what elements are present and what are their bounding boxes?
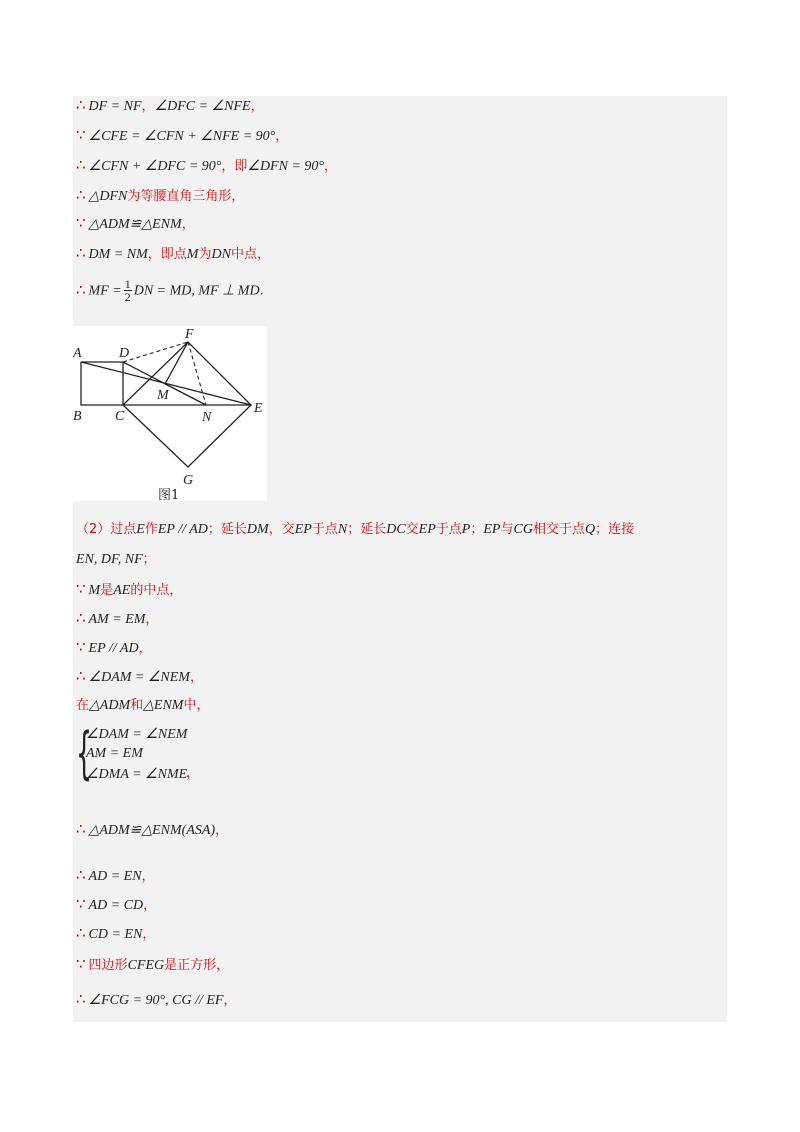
fraction-half: $\frac{1}{2}$ <box>124 277 131 304</box>
label-e: E <box>254 401 263 416</box>
therefore-symbol: ∴ <box>76 96 86 114</box>
line-mf <box>165 342 188 384</box>
label-g: G <box>183 473 194 488</box>
proof-line-2: ∵ ∠CFE = ∠CFN + ∠NFE = 90°， <box>76 126 289 144</box>
part2-line-5: 在△ADM和△ENM中， <box>76 698 210 713</box>
therefore-symbol: ∴ <box>76 820 86 838</box>
proof-line-6: ∴ DM = NM，即点M为DN中点， <box>76 244 270 262</box>
proof-line-5: ∵ △ADM≌△ENM， <box>76 214 195 232</box>
label-c: C <box>115 409 125 424</box>
part2-line-9: ∴ CD = EN， <box>76 924 156 942</box>
therefore-symbol: ∴ <box>76 609 86 627</box>
label-a: A <box>73 346 82 361</box>
therefore-symbol: ∴ <box>76 667 86 685</box>
proof-line-4: ∴ △DFN为等腰直角三角形， <box>76 186 245 204</box>
part2-line-8: ∵ AD = CD， <box>76 895 157 913</box>
therefore-symbol: ∴ <box>76 186 86 204</box>
left-brace: { <box>76 721 93 786</box>
because-symbol: ∵ <box>76 638 86 656</box>
equation-system: { ∠DAM = ∠NEM AM = EM ∠DMA = ∠NME ， <box>76 721 200 786</box>
system-row-1: ∠DAM = ∠NEM <box>86 727 188 742</box>
geometry-diagram <box>73 326 267 501</box>
therefore-symbol: ∴ <box>76 156 86 174</box>
square-abcd <box>81 362 123 405</box>
because-symbol: ∵ <box>76 895 86 913</box>
part2-line-2: ∴ AM = EM， <box>76 609 159 627</box>
part2-line-3: ∵ EP // AD， <box>76 638 152 656</box>
system-row-2: AM = EM <box>86 746 143 761</box>
because-symbol: ∵ <box>76 214 86 232</box>
part2-line-4: ∴ ∠DAM = ∠NEM， <box>76 667 203 685</box>
because-symbol: ∵ <box>76 580 86 598</box>
proof-line-1: ∴ DF = NF，∠DFC = ∠NFE， <box>76 96 264 114</box>
proof-line-3: ∴ ∠CFN + ∠DFC = 90°，即∠DFN = 90°， <box>76 156 338 174</box>
because-symbol: ∵ <box>76 126 86 144</box>
label-f: F <box>185 327 194 342</box>
part2-line-11: ∴ ∠FCG = 90°, CG // EF， <box>76 990 237 1008</box>
geometry-figure <box>73 326 267 501</box>
part2-line-6: ∴ △ADM≌△ENM(ASA)， <box>76 820 229 838</box>
therefore-symbol: ∴ <box>76 990 86 1008</box>
therefore-symbol: ∴ <box>76 866 86 884</box>
label-d: D <box>119 346 130 361</box>
part2-line-1: ∵ M是AE的中点， <box>76 580 183 598</box>
label-n: N <box>202 410 212 425</box>
part2-line-10: ∵ 四边形CFEG是正方形， <box>76 955 230 973</box>
part2-intro-line-2: EN, DF, NF； <box>76 552 156 567</box>
therefore-symbol: ∴ <box>76 280 86 299</box>
part2-intro-line-1: （2）过点E作EP // AD；延长DM，交EP于点N；延长DC交EP于点P；EP与CG相交于点Q；连接 <box>76 522 635 537</box>
therefore-symbol: ∴ <box>76 244 86 262</box>
label-b: B <box>73 409 82 424</box>
therefore-symbol: ∴ <box>76 924 86 942</box>
content-panel <box>73 96 727 1022</box>
system-row-3: ∠DMA = ∠NME <box>86 767 188 782</box>
part2-line-7: ∴ AD = EN， <box>76 866 155 884</box>
proof-line-7: ∴ MF = $\frac{1}{2}$ DN = MD, MF ⊥ MD. <box>76 277 264 304</box>
because-symbol: ∵ <box>76 955 86 973</box>
figure-caption: 图1 <box>158 488 180 503</box>
label-m: M <box>157 388 169 403</box>
